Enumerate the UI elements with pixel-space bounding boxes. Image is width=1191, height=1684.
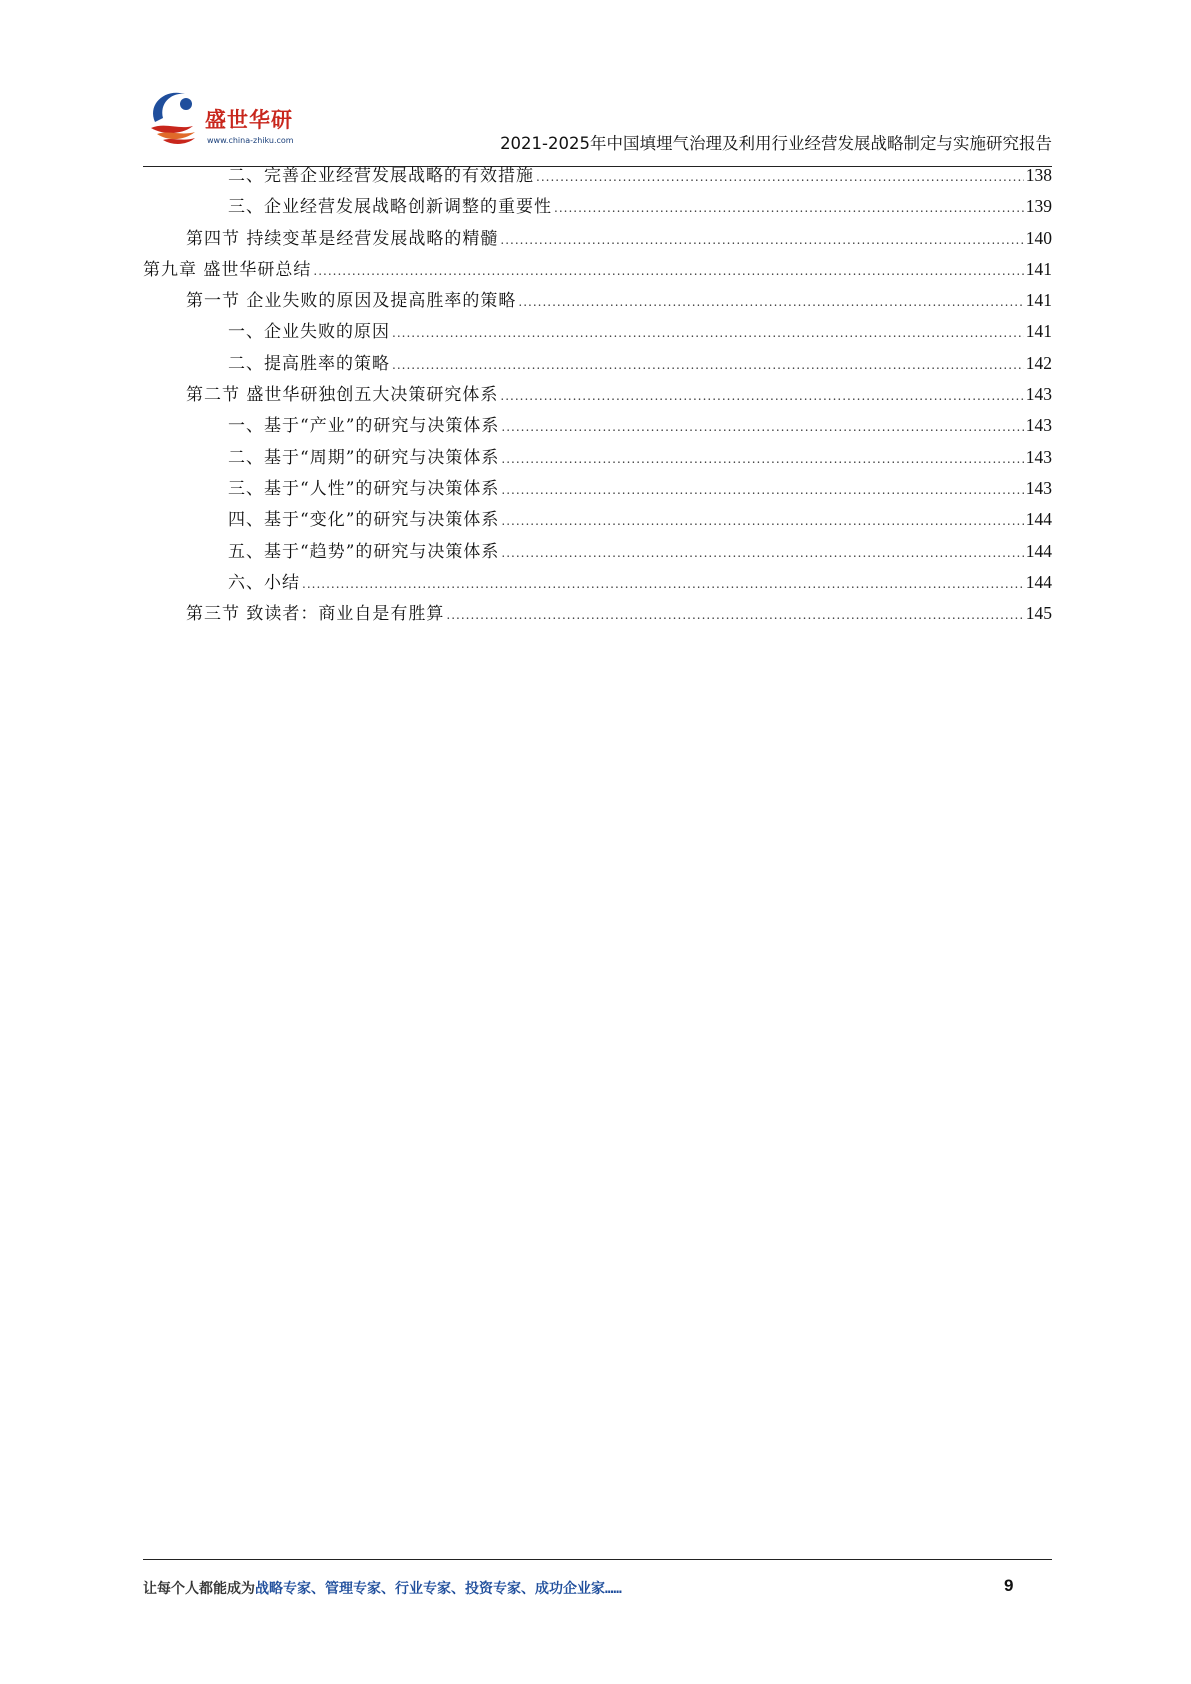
toc-dot-leader [501,412,1023,443]
toc-entry[interactable] [143,160,1052,191]
toc-entry[interactable] [143,223,1052,254]
toc-entry-page: 143 [1025,477,1052,498]
logo-name: 盛世华研 [205,108,293,132]
toc-dot-leader [554,193,1024,224]
toc-dot-leader [392,350,1024,381]
toc-entry[interactable] [143,379,1052,410]
toc-dot-leader [501,475,1023,506]
toc-entry-title: 三、企业经营发展战略创新调整的重要性 [228,197,552,218]
toc-dot-leader [302,569,1024,600]
toc-dot-leader [501,444,1023,475]
toc-entry[interactable] [143,191,1052,222]
toc-entry[interactable] [143,598,1052,629]
toc-entry-title: 一、企业失败的原因 [228,322,390,343]
toc-entry-page: 143 [1025,446,1052,467]
toc-entry-page: 141 [1025,258,1052,279]
toc-entry-title: 二、完善企业经营发展战略的有效措施 [228,166,534,186]
toc-dot-leader [313,256,1023,287]
toc-dot-leader [392,318,1024,349]
toc-entry-page: 142 [1025,352,1052,373]
toc-entry[interactable] [143,473,1052,504]
toc-dot-leader [501,506,1023,537]
toc-entry[interactable] [143,504,1052,535]
toc-entry-title: 第四节 持续变革是经营发展战略的精髓 [186,228,499,249]
toc-dot-leader [500,225,1023,256]
toc-entry-page: 139 [1025,196,1052,217]
footer-slogan-prefix: 让每个人都能成为 [143,1581,255,1597]
toc-dot-leader [446,600,1023,631]
toc-entry-title: 三、基于“人性”的研究与决策体系 [228,478,500,499]
toc-entry[interactable] [143,410,1052,441]
toc-entry-page: 143 [1025,384,1052,405]
toc-entry-title: 第一节 企业失败的原因及提高胜率的策略 [186,291,517,312]
footer-slogan-highlight: 战略专家、管理专家、行业专家、投资专家、成功企业家…… [255,1581,622,1597]
toc-entry-page: 145 [1025,603,1052,624]
toc-entry-page: 141 [1025,290,1052,311]
toc-entry[interactable] [143,254,1052,285]
logo-url: www.china-zhiku.com [207,136,294,145]
toc-entry-title: 六、小结 [228,572,300,593]
toc-entry-page: 144 [1025,571,1052,592]
toc-entry-page: 140 [1025,227,1052,248]
toc-dot-leader [500,381,1023,412]
toc-entry-page: 141 [1025,321,1052,342]
footer-divider [143,1559,1052,1560]
toc-entry-page: 144 [1025,540,1052,561]
toc-entry-title: 五、基于“趋势”的研究与决策体系 [228,541,500,562]
toc-entry-title: 二、提高胜率的策略 [228,353,390,374]
page-number: 9 [1004,1576,1014,1595]
toc-entry-title: 二、基于“周期”的研究与决策体系 [228,447,500,468]
toc-entry[interactable] [143,285,1052,316]
toc-entry-page: 144 [1025,509,1052,530]
report-title: 2021-2025年中国填埋气治理及利用行业经营发展战略制定与实施研究报告 [500,134,1052,153]
company-logo [143,82,323,152]
toc-entry[interactable] [143,442,1052,473]
toc-entry[interactable] [143,536,1052,567]
toc-entry[interactable] [143,567,1052,598]
toc-dot-leader [501,538,1023,569]
footer-slogan [143,1578,622,1598]
toc-entry-title: 第二节 盛世华研独创五大决策研究体系 [186,385,499,406]
toc-entry-title: 四、基于“变化”的研究与决策体系 [228,510,500,531]
page-header [143,78,1052,167]
table-of-contents [143,160,1052,629]
toc-dot-leader [518,287,1023,318]
toc-entry-page: 138 [1025,165,1052,185]
toc-entry-title: 一、基于“产业”的研究与决策体系 [228,416,500,437]
toc-dot-leader [536,162,1024,193]
toc-entry[interactable] [143,348,1052,379]
logo-swoosh-icon [143,82,213,152]
toc-entry-page: 143 [1025,415,1052,436]
toc-entry-title: 第三节 致读者：商业自是有胜算 [186,604,445,625]
toc-entry-title: 第九章 盛世华研总结 [143,259,312,280]
toc-entry[interactable] [143,316,1052,347]
